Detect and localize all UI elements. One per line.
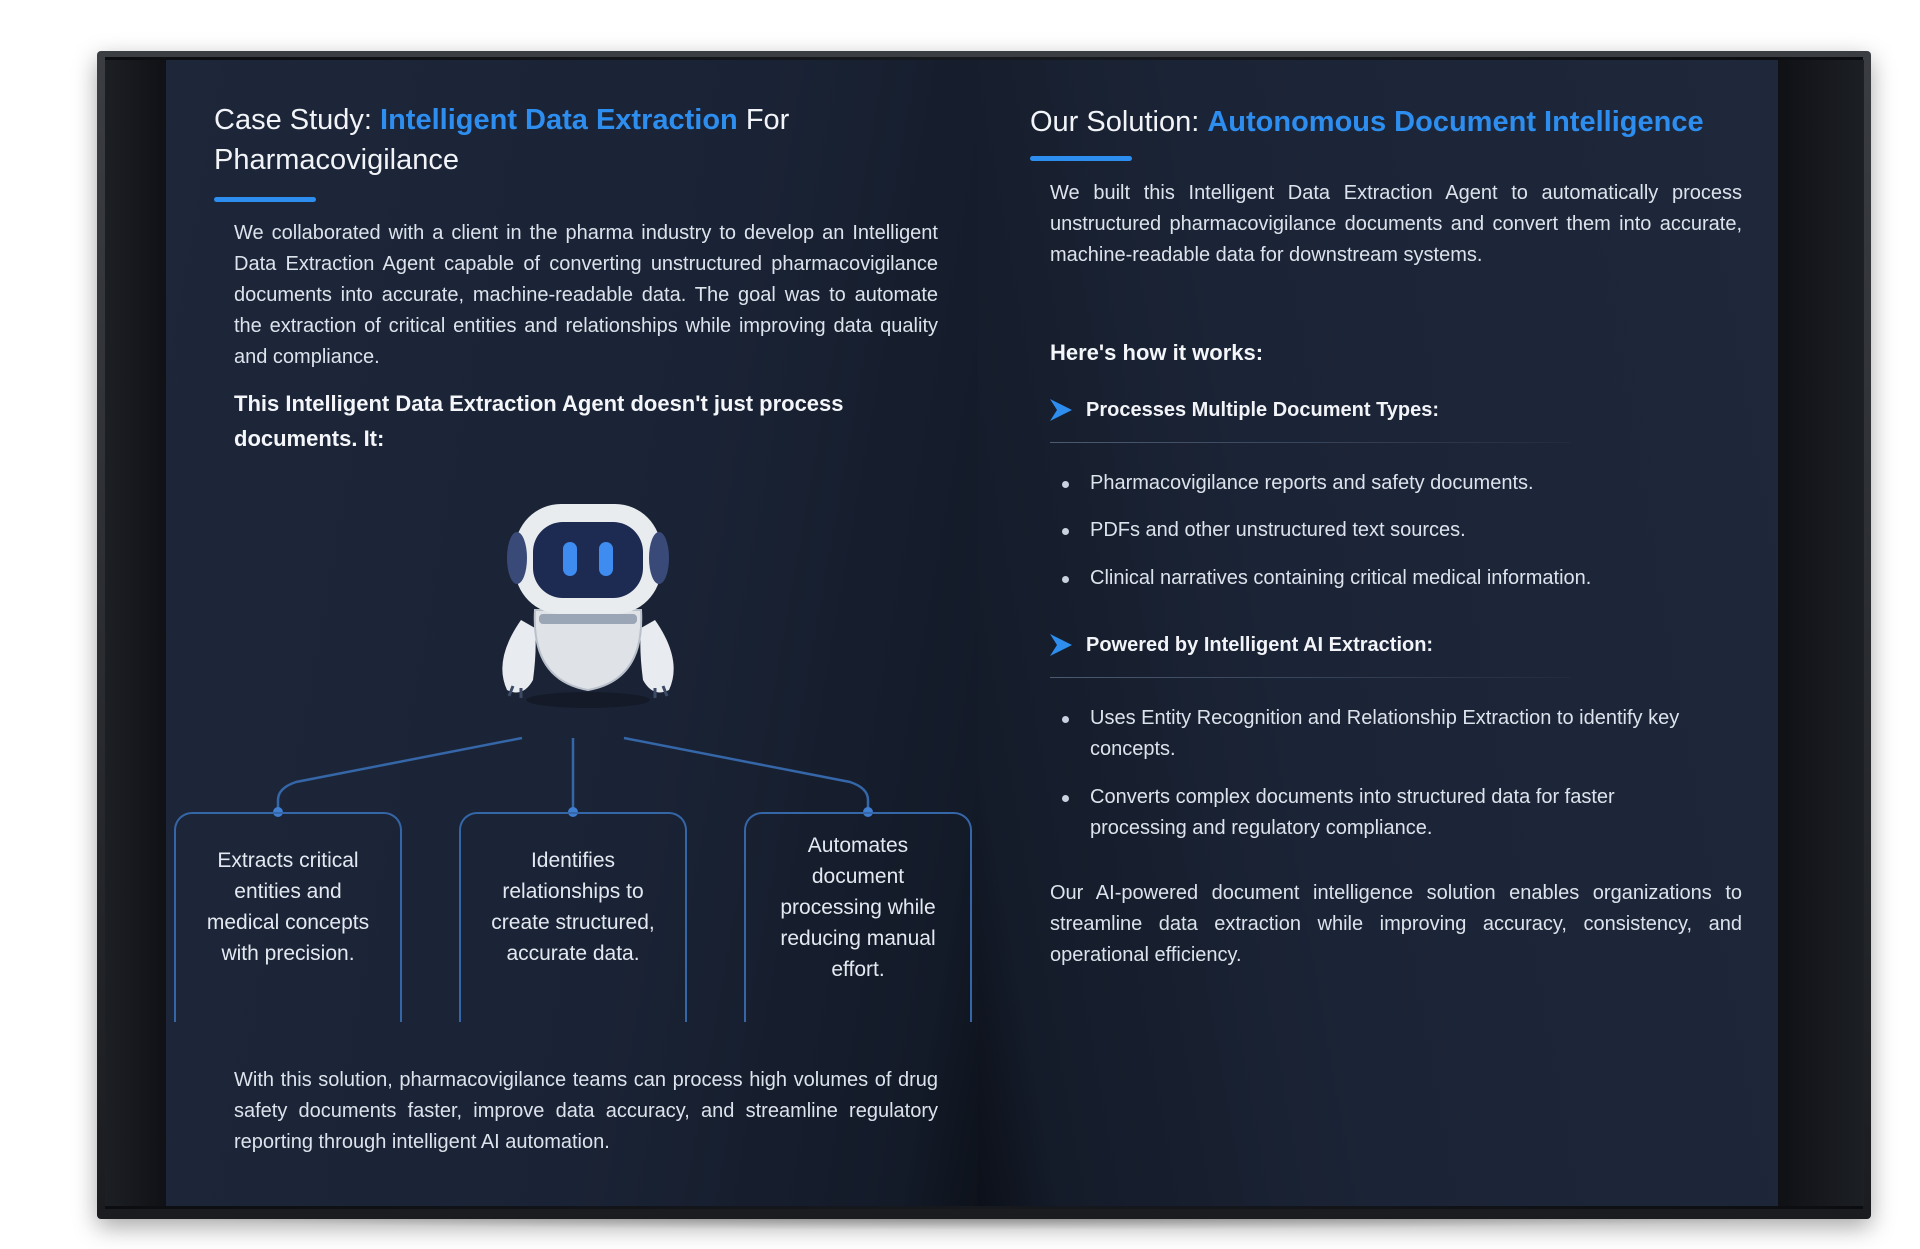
intro-paragraph: We built this Intelligent Data Extraction Agent to automatically process unstructured pharmacovigilance documents and convert them into accurate, machine-readable data for downstream systems. bbox=[1050, 182, 1742, 266]
section-label: Processes Multiple Document Types: bbox=[1086, 398, 1440, 421]
robot-icon bbox=[473, 490, 703, 720]
right-page-title bbox=[1030, 102, 1750, 142]
left-page bbox=[166, 60, 980, 1206]
list-item: Clinical narratives containing critical medical information. bbox=[1050, 563, 1740, 594]
page-edge-left bbox=[105, 60, 166, 1206]
title-line2: Pharmacovigilance bbox=[214, 144, 460, 176]
bullet-dot-icon bbox=[1062, 716, 1069, 723]
closing-paragraph: With this solution, pharmacovigilance teams can process high volumes of drug safety documents faster, improve data accuracy, and streamline regulatory reporting through intelligent AI automation. bbox=[234, 1069, 938, 1153]
title-highlight: Intelligent Data Extraction bbox=[380, 104, 738, 136]
bullet-dot-icon bbox=[1062, 528, 1069, 535]
list-item: PDFs and other unstructured text sources. bbox=[1050, 515, 1740, 546]
list-item: Converts complex documents into structured data for faster processing and regulatory compliance. bbox=[1050, 782, 1700, 844]
right-page bbox=[978, 60, 1778, 1206]
section-divider bbox=[1050, 677, 1570, 678]
section-label: Powered by Intelligent AI Extraction: bbox=[1086, 633, 1434, 656]
intro-paragraph: We collaborated with a client in the pharma industry to develop an Intelligent Data Extraction Agent capable of converting unstructured pharmacovigilance documents into accurate, machine-readable data. The goal was to automate the extraction of critical entities and relationships while improving data quality and compliance. bbox=[234, 222, 938, 368]
feature-card-automate: Automates document processing while reducing manual effort. bbox=[744, 812, 972, 1022]
left-page-title bbox=[214, 100, 934, 180]
title-underline bbox=[1030, 156, 1132, 161]
bullet-dot-icon bbox=[1062, 795, 1069, 802]
feature-card-extract: Extracts critical entities and medical concepts with precision. bbox=[174, 812, 402, 1022]
chevron-right-icon bbox=[1048, 632, 1074, 658]
feature-card-relationships: Identifies relationships to create structured, accurate data. bbox=[459, 812, 687, 1022]
section-divider bbox=[1050, 442, 1570, 443]
section-header bbox=[1048, 397, 1439, 423]
title-underline bbox=[214, 197, 316, 202]
how-it-works-heading: Here's how it works: bbox=[1050, 340, 1264, 365]
title-prefix: Our Solution: bbox=[1030, 106, 1208, 138]
page-edge-right bbox=[1778, 60, 1864, 1206]
closing-paragraph: Our AI-powered document intelligence solution enables organizations to streamline data extraction while improving accuracy, consistency, and operational efficiency. bbox=[1050, 882, 1742, 966]
list-item: Pharmacovigilance reports and safety documents. bbox=[1050, 468, 1740, 499]
bullet-dot-icon bbox=[1062, 481, 1069, 488]
section-header bbox=[1048, 632, 1433, 658]
title-highlight: Autonomous Document Intelligence bbox=[1207, 106, 1704, 138]
chevron-right-icon bbox=[1048, 397, 1074, 423]
bullet-dot-icon bbox=[1062, 576, 1069, 583]
list-item: Uses Entity Recognition and Relationship Extraction to identify key concepts. bbox=[1050, 703, 1700, 765]
title-suffix: For bbox=[737, 104, 790, 136]
title-prefix: Case Study: bbox=[214, 104, 381, 136]
lead-text: This Intelligent Data Extraction Agent doesn't just process documents. It: bbox=[234, 391, 844, 451]
